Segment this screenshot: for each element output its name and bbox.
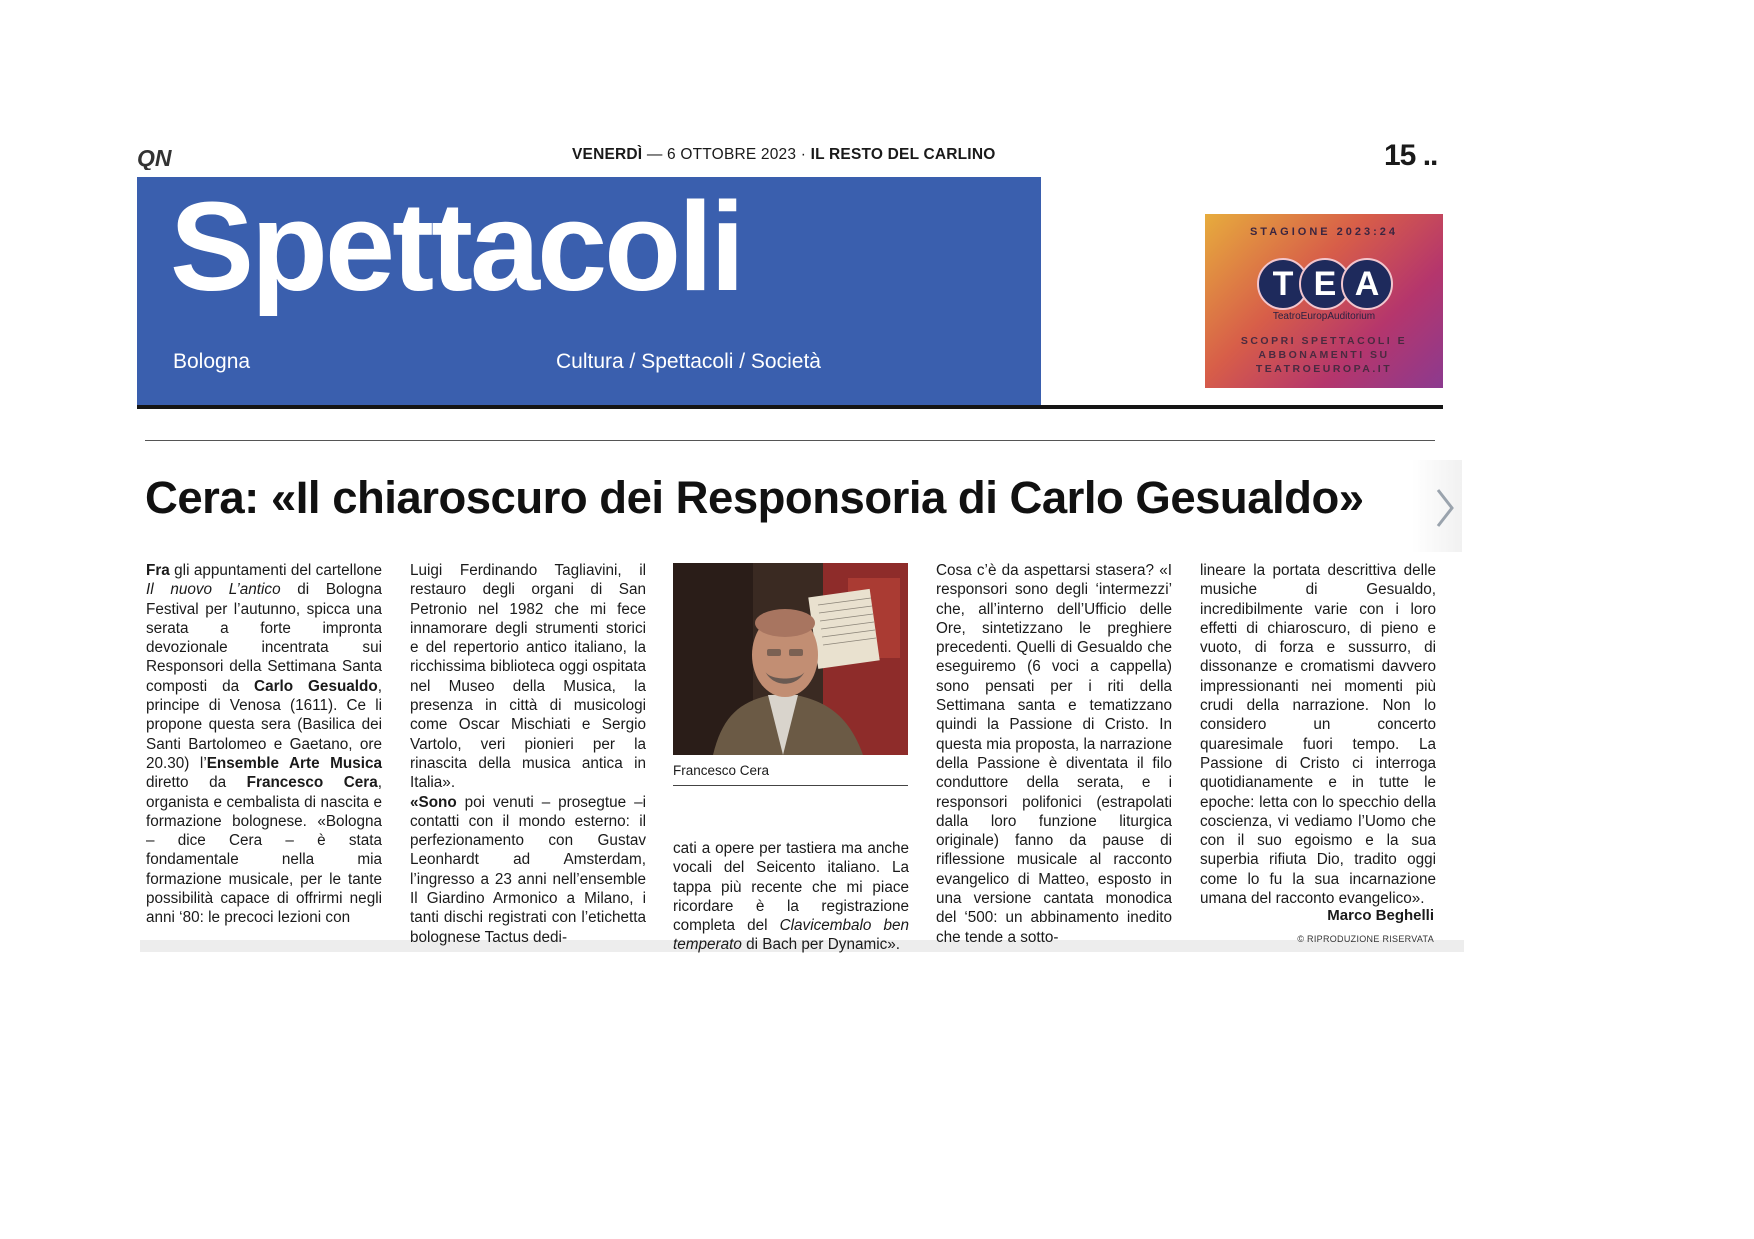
col2-paragraph-2 — [410, 793, 646, 947]
ad-subtitle: TeatroEuropAuditorium — [1272, 311, 1376, 322]
col1-text-1: gli appuntamenti del cartellone — [169, 562, 382, 579]
copyright-notice: © RIPRODUZIONE RISERVATA — [1297, 934, 1434, 944]
col1-text-3: , principe di Venosa (1611). Ce li propone questa sera (Basilica dei Santi Bartolomeo e Gaetano, ore 20.30) l’ — [146, 677, 382, 772]
col1-bold-cera: Francesco Cera — [246, 774, 378, 792]
ad-cta-line-3: TEATROEUROPA.IT — [1255, 363, 1393, 375]
dateline-date: 6 OTTOBRE 2023 — [667, 146, 797, 163]
article-column-5 — [1200, 561, 1436, 908]
masthead-subsections: Cultura / Spettacoli / Società — [556, 350, 821, 373]
ad-cta — [1205, 334, 1443, 376]
article-column-3 — [673, 839, 909, 955]
masthead-rule — [137, 405, 1443, 409]
headline-rule — [145, 440, 1435, 441]
chevron-right-icon — [1412, 460, 1462, 552]
dateline-separator: · — [800, 146, 807, 163]
ad-letter-a: A — [1341, 258, 1393, 310]
col1-text-4: diretto da — [146, 774, 247, 792]
col3-text-2: di Bach per Dynamic». — [741, 936, 901, 954]
col1-bold-gesualdo: Carlo Gesualdo — [254, 677, 378, 695]
masthead-city: Bologna — [173, 350, 251, 373]
col3-italic-title: Clavicembalo ben temperato — [673, 917, 910, 954]
ad-letter-t: T — [1257, 258, 1309, 310]
column-1-paragraph — [146, 561, 382, 928]
photo-caption: Francesco Cera — [673, 763, 770, 778]
col3-text-1: cati a opere per tastiera ma anche vocali del Seicento italiano. La tappa più recente che mi piace ricordare è la registrazione completa del — [673, 840, 909, 935]
col3-paragraph — [673, 839, 909, 955]
col2-text: poi venuti – prosegtue –i contatti con il mondo esterno: il perfezionamento con Gustav Leonhardt ad Amsterdam, l’ingresso a 23 anni nell’ensemble Il Giardino Armonico a Milano, i tanti dischi registrati con l’etichetta bolognese Tactus dedi- — [410, 793, 646, 946]
col4-paragraph: Cosa c’è da aspettarsi stasera? «I responsori sono degli ‘intermezzi’ che, all’interno dell’Ufficio delle Ore, sintetizzano le preghiere precedenti. Quelli di Gesualdo che eseguiremo (6 voci a cappella) sono pensati per i riti della Settimana santa e tematizzano quindi la Passione di Cristo. In questa mia proposta, la narrazione della Passione è diventata il filo conduttore della serata, e i responsori polifonici (estrapolati dalla loro funzione liturgica originale) fanno da pause di riflessione musicale al racconto evangelico di Matteo, esposto in una versione cantata monodica del ‘500: un abbinamento inedito che tende a sotto- — [936, 562, 1172, 946]
article-byline: Marco Beghelli — [1327, 907, 1434, 924]
article-headline: Cera: «Il chiaroscuro dei Responsoria di Carlo Gesualdo» — [145, 472, 1364, 523]
article-column-4 — [936, 561, 1172, 947]
col1-bold-ensemble: Ensemble Arte Musica — [206, 754, 382, 772]
caption-rule — [673, 785, 908, 786]
svg-text:QN: QN — [137, 146, 172, 170]
dateline — [572, 146, 995, 164]
dateline-day: VENERDÌ — [572, 146, 643, 163]
next-page-button[interactable] — [1412, 460, 1462, 552]
article-column-1 — [146, 561, 382, 928]
portrait-photo — [673, 563, 908, 755]
col5-paragraph: lineare la portata descrittiva delle musiche di Gesualdo, incredibilmente varie con i loro effetti di chiaroscuro, di pieno e vuoto, di forza e sussurro, di dissonanze e cromatismi davvero impressionanti nei momenti più crudi della narrazione. Non lo considero un concerto quaresimale fuori tempo. La Passione di Cristo ci interroga quotidianamente e in tutte le epoche: letta con lo specchio della coscienza, vi vediamo l’Uomo che con il suo egoismo e la sua superbia rifiuta Dio, tradito oggi come lo fu la sua incarnazione umana del racconto evangelico». — [1200, 562, 1436, 908]
col1-lead: Fra — [146, 562, 170, 579]
qn-logo — [137, 146, 195, 170]
ad-cta-line-1: SCOPRI SPETTACOLI E — [1240, 335, 1408, 347]
ad-letter-e: E — [1299, 258, 1351, 310]
dateline-dash: — — [646, 146, 663, 163]
col1-text-5: , organista e cembalista di nascita e formazione bolognese. «Bologna – dice Cera – è stata fondamentale nella mia formazione musicale, per le tante possibilità capace di offrirmi negli anni ‘80: le precoci lezioni con — [146, 774, 382, 927]
page-number: 15 .. — [1384, 139, 1438, 172]
ad-season: STAGIONE 2023:24 — [1249, 226, 1399, 238]
section-title: Spettacoli — [170, 176, 743, 317]
dateline-newspaper: IL RESTO DEL CARLINO — [810, 146, 996, 163]
ad-cta-line-2: ABBONAMENTI SU — [1258, 349, 1390, 361]
tea-advertisement[interactable] — [1205, 214, 1443, 388]
portrait-image — [673, 563, 908, 755]
col1-text-2: di Bologna Festival per l’autunno, spicca una serata a forte impronta devozionale incentrata sui Responsori della Settimana Santa composti da — [146, 581, 382, 695]
article-column-2 — [410, 561, 646, 947]
col1-italic-title: Il nuovo L’antico — [146, 581, 281, 599]
col2-lead: «Sono — [410, 793, 457, 811]
col2-paragraph-1: Luigi Ferdinando Tagliavini, il restauro degli organi di San Petronio nel 1982 che mi fece innamorare degli strumenti storici e del repertorio antico italiano, la ricchissima biblioteca oggi ospitata nel Museo della Musica, la presenza in città di musicologi come Oscar Mischiati e Sergio Vartolo, veri pionieri per la rinascita della musica antica in Italia». — [410, 562, 646, 792]
